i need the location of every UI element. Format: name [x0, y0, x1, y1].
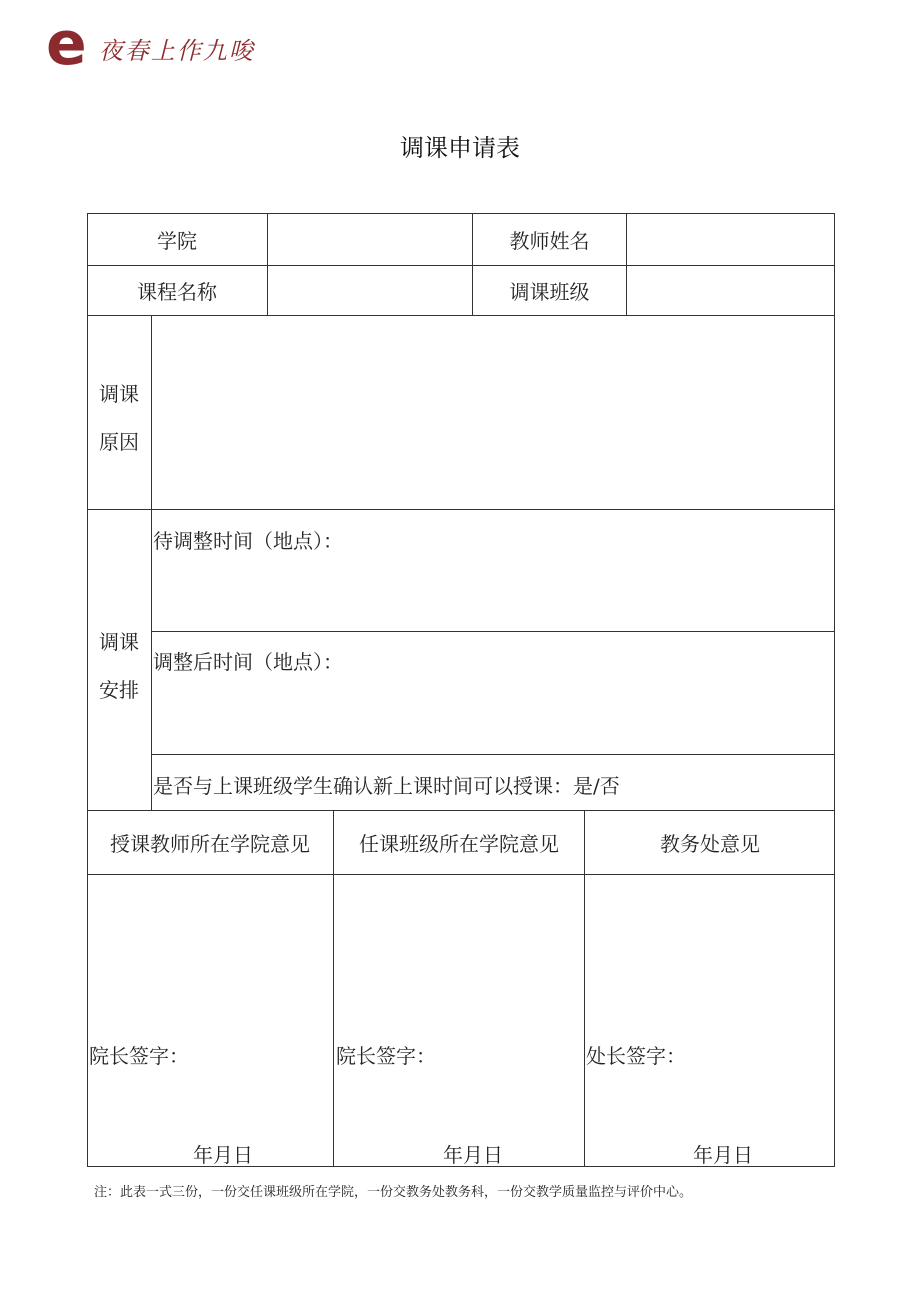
- arrangement-label-line2: 安排: [99, 678, 139, 702]
- class-college-opinion-header: 任课班级所在学院意见: [359, 831, 559, 856]
- academic-affairs-opinion-header: 教务处意见: [660, 831, 760, 856]
- logo-mark: e: [46, 9, 87, 79]
- before-time-field[interactable]: 待调整时间（地点）：: [153, 529, 343, 553]
- row-divider: [87, 509, 835, 510]
- class-label: 调课班级: [509, 279, 590, 304]
- reason-label-line1: 调课: [99, 382, 139, 406]
- dean-signature-label[interactable]: 院长签字：: [336, 1044, 436, 1068]
- row-divider: [151, 631, 835, 632]
- student-confirm-field[interactable]: 是否与上课班级学生确认新上课时间可以授课：是/否: [153, 774, 620, 798]
- course-name-label: 课程名称: [137, 279, 217, 304]
- dean-signature-label[interactable]: 院长签字：: [89, 1044, 189, 1068]
- row-divider: [151, 754, 835, 755]
- course-name-input[interactable]: [268, 265, 472, 315]
- date-label[interactable]: 年月日: [193, 1143, 253, 1167]
- arrangement-label-line1: 调课: [99, 630, 139, 654]
- row-divider: [87, 874, 835, 875]
- reason-label: [89, 370, 149, 466]
- teacher-name-label: 教师姓名: [509, 228, 590, 253]
- director-signature-label[interactable]: 处长签字：: [586, 1044, 686, 1068]
- college-label: 学院: [157, 228, 197, 253]
- after-time-field[interactable]: 调整后时间（地点）：: [153, 650, 343, 674]
- college-input[interactable]: [268, 213, 472, 265]
- reason-input[interactable]: [152, 316, 834, 508]
- logo-text: 夜春上作九唆: [98, 36, 255, 65]
- date-label[interactable]: 年月日: [443, 1143, 503, 1167]
- footnote: 注：此表一式三份，一份交任课班级所在学院，一份交教务处教务科，一份交教学质量监控与评价中心。: [94, 1185, 693, 1200]
- arrangement-label: [89, 618, 149, 714]
- class-input[interactable]: [627, 265, 835, 315]
- teacher-name-input[interactable]: [627, 213, 835, 265]
- date-label[interactable]: 年月日: [693, 1143, 753, 1167]
- logo: [46, 9, 255, 79]
- reason-label-line2: 原因: [99, 430, 139, 454]
- page-title: 调课申请表: [400, 134, 520, 162]
- teaching-college-opinion-header: 授课教师所在学院意见: [110, 831, 310, 856]
